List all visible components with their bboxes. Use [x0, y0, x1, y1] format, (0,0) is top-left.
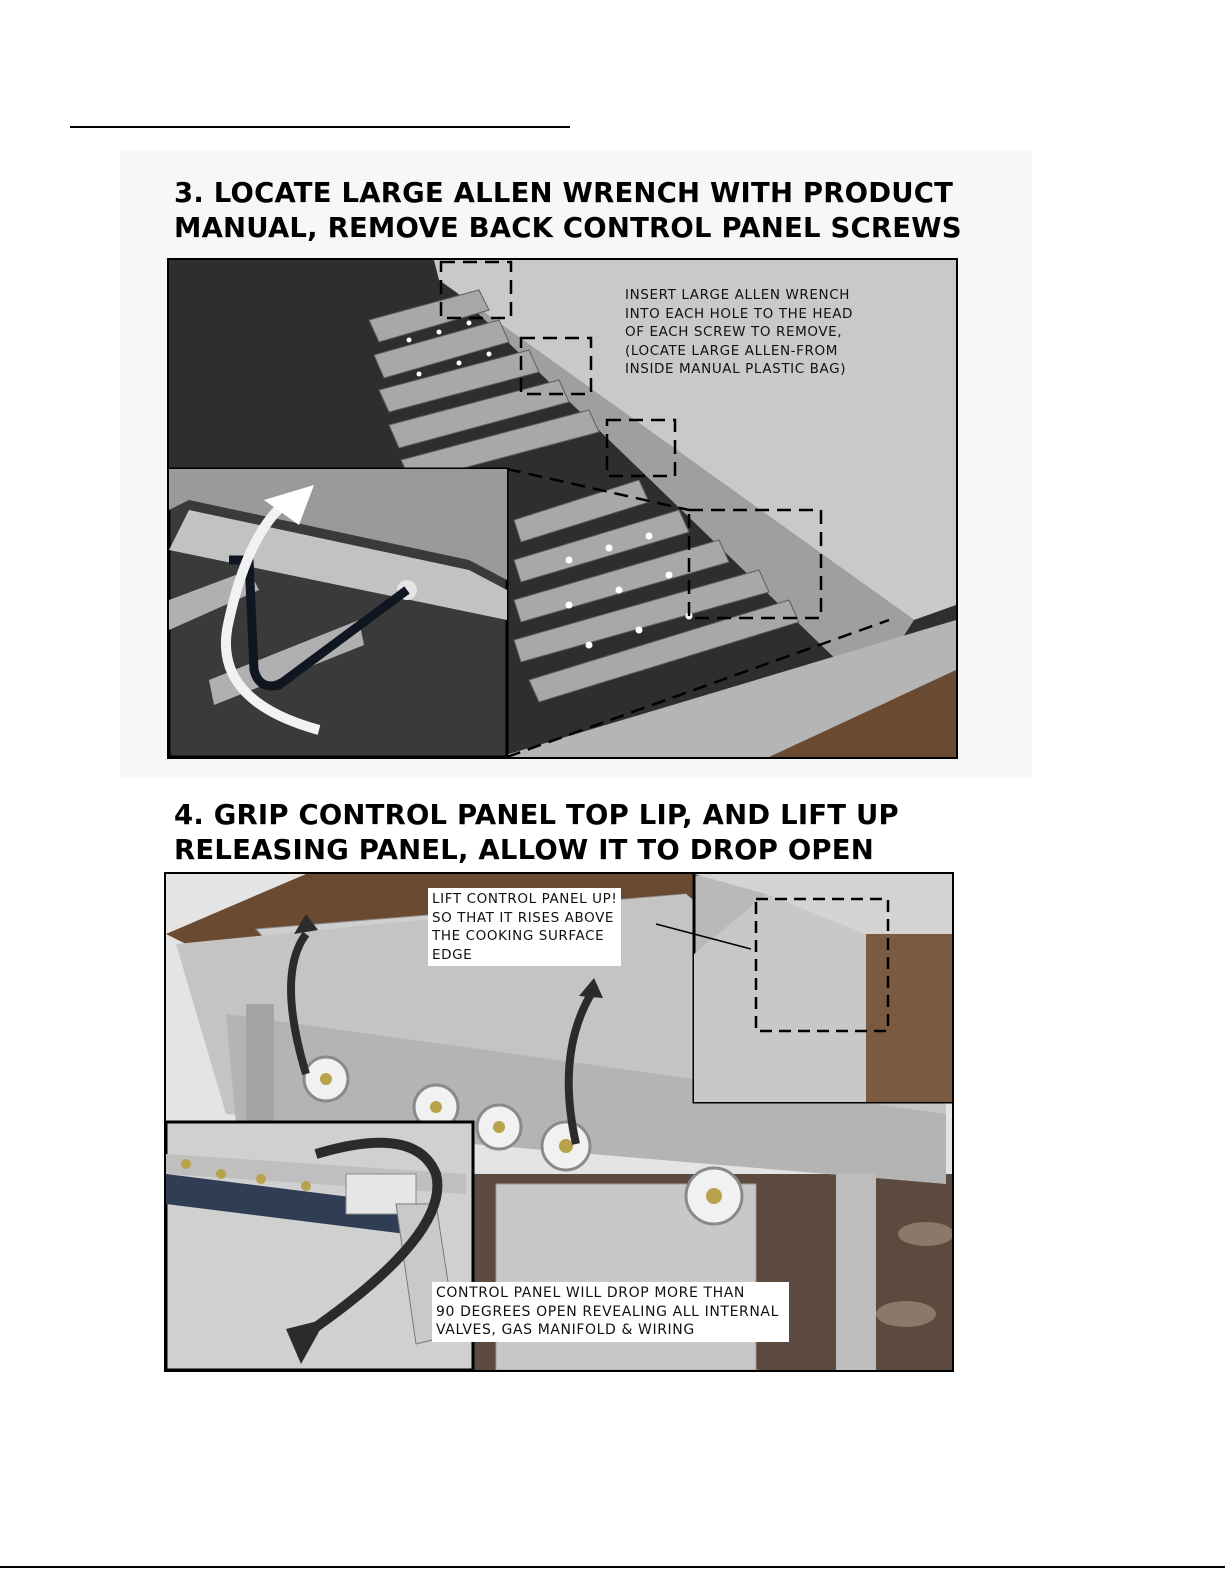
step4-callout-drop: [432, 1282, 789, 1342]
step3-callout-line-5: INSIDE MANUAL PLASTIC BAG): [625, 361, 847, 377]
step4-title-line-1: 4. GRIP CONTROL PANEL TOP LIP, AND LIFT UP: [174, 799, 899, 831]
step3-title-line-1: 3. LOCATE LARGE ALLEN WRENCH WITH PRODUCT: [174, 177, 954, 209]
step3-title: [174, 176, 962, 246]
step3-callout-line-1: INSERT LARGE ALLEN WRENCH: [625, 287, 850, 303]
step3-title-line-2: MANUAL, REMOVE BACK CONTROL PANEL SCREWS: [174, 212, 962, 244]
step4-title-line-2: RELEASING PANEL, ALLOW IT TO DROP OPEN: [174, 834, 874, 866]
step3-callout-line-4: (LOCATE LARGE ALLEN-FROM: [625, 342, 838, 359]
step3-callout-line-3: OF EACH SCREW TO REMOVE,: [625, 324, 843, 340]
step4-callout-lift-line-3: THE COOKING SURFACE: [432, 928, 605, 944]
step4-callout-lift-line-4: EDGE: [432, 946, 473, 963]
step4-callout-lift-line-2: SO THAT IT RISES ABOVE: [432, 909, 615, 926]
step3-illustration: [167, 258, 958, 759]
step3-callout: [625, 286, 853, 379]
footer-rule: [0, 1566, 1225, 1568]
step4-illustration: [164, 872, 954, 1372]
step4-callout-lift-line-1: LIFT CONTROL PANEL UP!: [432, 891, 618, 907]
step4-title: [174, 798, 899, 868]
step4-callout-drop-line-1: CONTROL PANEL WILL DROP MORE THAN: [436, 1285, 746, 1301]
step4-callout-drop-line-3: VALVES, GAS MANIFOLD & WIRING: [436, 1322, 695, 1338]
header-rule: [70, 126, 570, 128]
step4-callout-lift: [428, 888, 621, 966]
step4-callout-drop-line-2: 90 DEGREES OPEN REVEALING ALL INTERNAL: [436, 1303, 780, 1320]
step3-callout-line-2: INTO EACH HOLE TO THE HEAD: [625, 305, 854, 322]
